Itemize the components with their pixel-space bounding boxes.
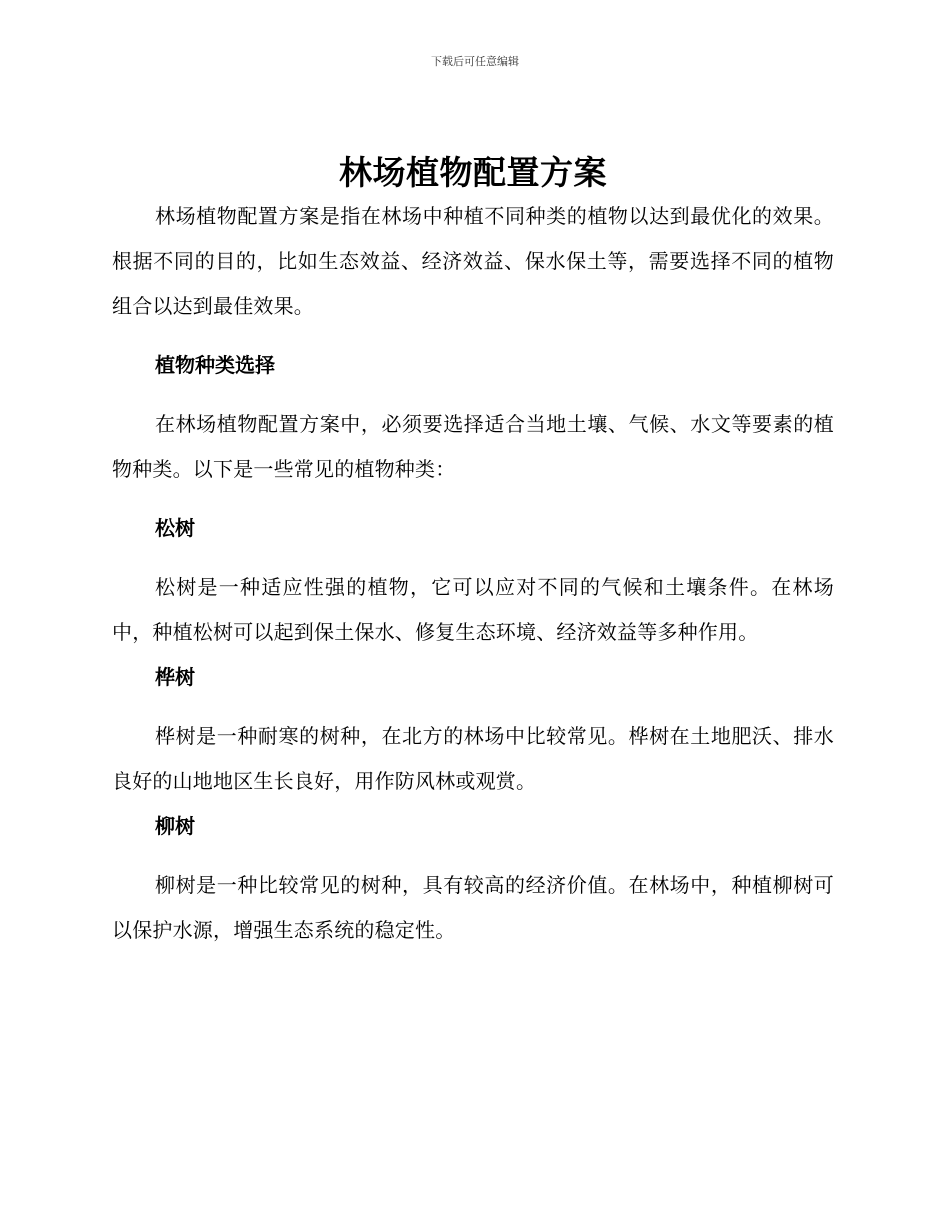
section-heading-birch: 桦树: [155, 665, 195, 689]
spacer: [112, 849, 834, 863]
spacer: [112, 700, 834, 714]
section-heading-pine: 松树: [155, 516, 195, 540]
section-body-pine: 松树是一种适应性强的植物，它可以应对不同的气候和土壤条件。在林场中，种植松树可以起到保土保水、修复生态环境、经济效益等多种作用。: [112, 575, 834, 644]
spacer: [112, 551, 834, 565]
spacer: [112, 492, 834, 506]
document-content: [112, 150, 834, 953]
spacer: [112, 388, 834, 402]
section-heading-plant-selection: 植物种类选择: [155, 353, 275, 377]
intro-paragraph: 林场植物配置方案是指在林场中种植不同种类的植物以达到最优化的效果。根据不同的目的，比如生态效益、经济效益、保水保土等，需要选择不同的植物组合以达到最佳效果。: [112, 204, 834, 318]
section-body-willow: 柳树是一种比较常见的树种，具有较高的经济价值。在林场中，种植柳树可以保护水源，增强生态系统的稳定性。: [112, 873, 834, 942]
page-header-note: 下载后可任意编辑: [431, 55, 519, 68]
section-body-plant-selection: 在林场植物配置方案中，必须要选择适合当地土壤、气候、水文等要素的植物种类。以下是一些常见的植物种类：: [112, 412, 834, 481]
section-body-birch: 桦树是一种耐寒的树种，在北方的林场中比较常见。桦树在土地肥沃、排水良好的山地地区生长良好，用作防风林或观赏。: [112, 724, 834, 793]
spacer: [112, 329, 834, 343]
document-title: 林场植物配置方案: [339, 153, 607, 192]
section-heading-willow: 柳树: [155, 814, 195, 838]
